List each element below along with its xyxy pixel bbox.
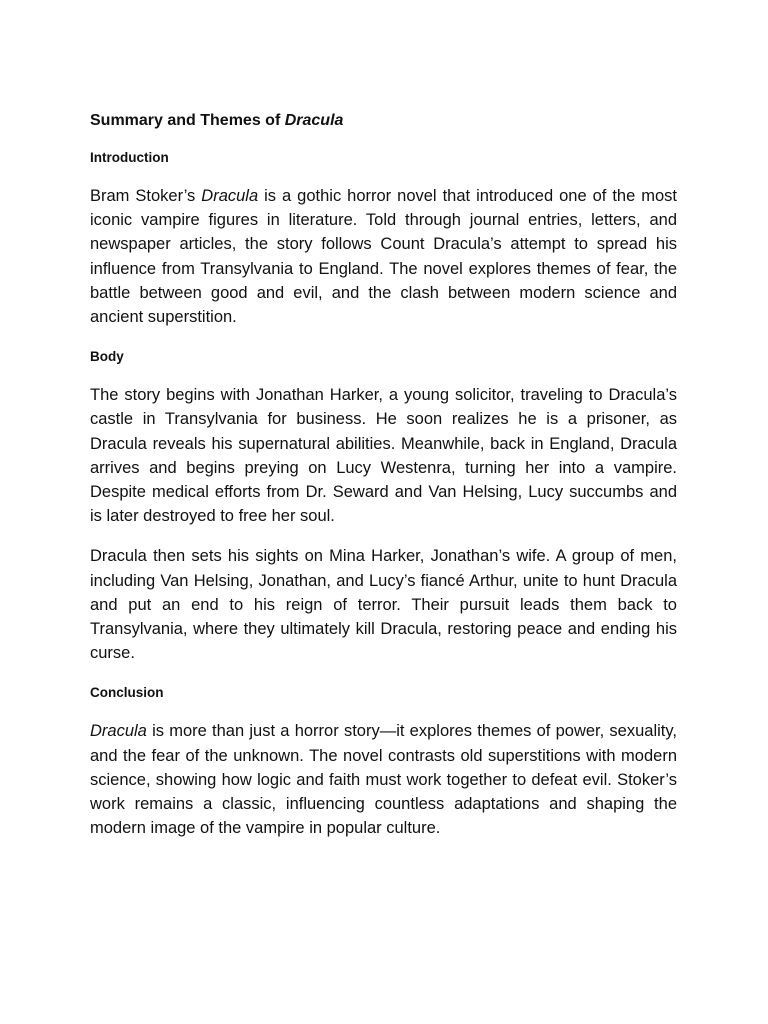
conclusion-text-rest: is more than just a horror story—it explores themes of power, sexuality, and the fear of the unknown. The novel contrasts old superstitions with modern science, showing how logic and faith must work together to defeat evil. Stoker’s work remains a classic, influencing countless adaptations and shaping the modern image of the vampire in popular culture. [90,722,677,838]
conclusion-italic-title: Dracula [90,722,147,741]
body-heading: Body [90,349,124,365]
document-title [90,111,677,131]
document-page [90,111,677,840]
conclusion-paragraph [90,719,677,840]
introduction-text-start: Bram Stoker’s [90,187,202,205]
introduction-paragraph [90,184,677,329]
body-paragraph-2: Dracula then sets his sights on Mina Harker, Jonathan’s wife. A group of men, including Van Helsing, Jonathan, and Lucy’s fiancé Arthur, unite to hunt Dracula and put an end to his reign of terror. Their pursuit leads them back to Transylvania, where they ultimately kill Dracula, restoring peace and ending his curse. [90,547,677,663]
introduction-text-rest: is a gothic horror novel that introduced one of the most iconic vampire figures in literature. Told through journal entries, letters, and newspaper articles, the story follows Count Dracula’s attempt to spread his influence from Transylvania to England. The novel explores themes of fear, the battle between good and evil, and the clash between modern science and ancient superstition. [90,187,677,327]
conclusion-heading: Conclusion [90,685,164,701]
body-paragraph-1: The story begins with Jonathan Harker, a young solicitor, traveling to Dracula’s castle in Transylvania for business. He soon realizes he is a prisoner, as Dracula reveals his supernatural abilities. Meanwhile, back in England, Dracula arrives and begins preying on Lucy Westenra, turning her into a vampire. Despite medical efforts from Dr. Seward and Van Helsing, Lucy succumbs and is later destroyed to free her soul. [90,386,677,526]
introduction-heading: Introduction [90,150,169,165]
introduction-italic-title: Dracula [201,187,259,205]
document-title-text: Summary and Themes of [90,112,285,129]
document-title-italic: Dracula [284,112,344,129]
